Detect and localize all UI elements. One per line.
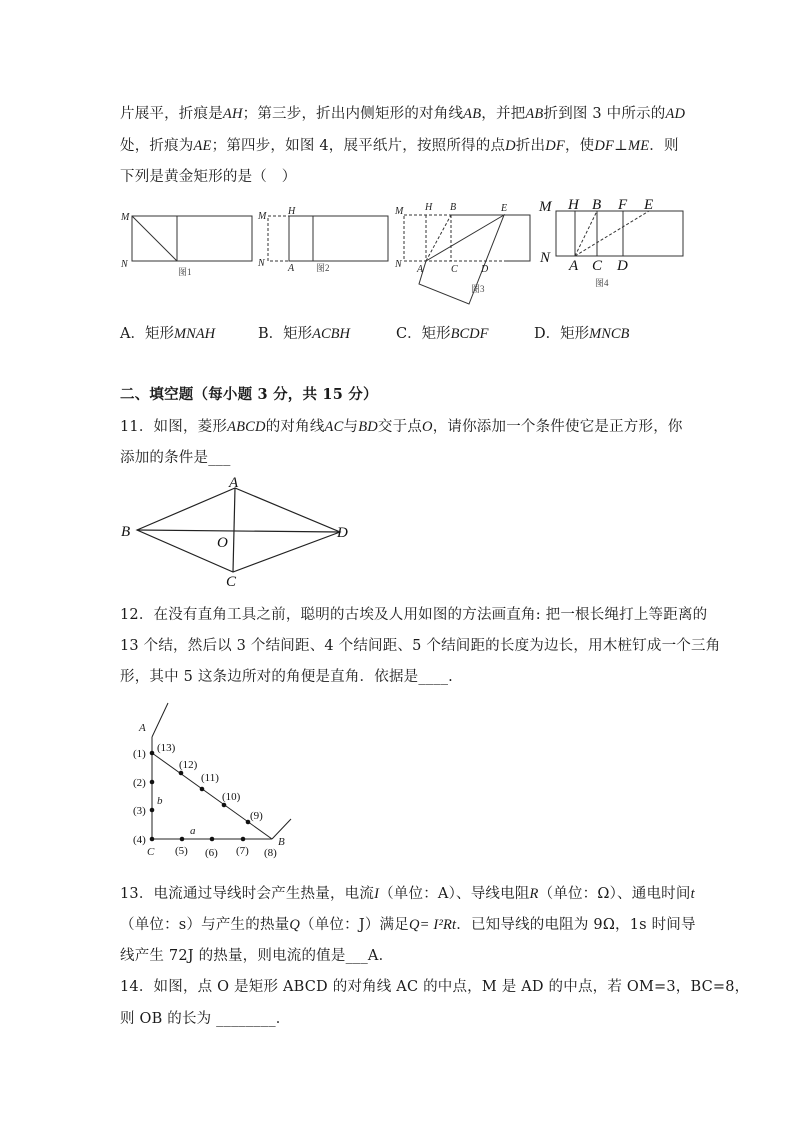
fig1-label-m: M (121, 212, 130, 223)
fig3-label-b: B (450, 202, 457, 213)
fig3-label-c: C (451, 264, 458, 275)
rhombus-label-b: B (121, 524, 131, 540)
fig1-label-n: N (121, 259, 128, 270)
option-c[interactable]: C．矩形BCDF (396, 326, 489, 342)
triangle-label-b: B (278, 836, 285, 848)
fold-figure-3 (395, 200, 540, 310)
rhombus-label-d: D (337, 525, 348, 541)
fig4-label-d: D (617, 258, 628, 274)
knot-label-2: (2) (133, 777, 146, 789)
triangle-label-a: A (139, 722, 146, 734)
knot-label-11: (11) (201, 772, 219, 784)
q10-line-2: 处，折痕为AE；第四步，如图 4，展平纸片，按照所得的点D折出DF，使DF⊥ME．则 (120, 138, 679, 154)
fig4-label-a: A (569, 258, 579, 274)
knot-label-10: (10) (222, 791, 241, 803)
knot-label-9: (9) (250, 810, 263, 822)
fig4-label-e: E (644, 197, 654, 213)
fig2-label-h: H (288, 206, 296, 217)
fig4-caption: 图4 (595, 278, 609, 288)
q10-line-1: 片展平，折痕是AH；第三步，折出内侧矩形的对角线AB，并把AB折到图 3 中所示的AD (120, 106, 686, 122)
fig4-label-n: N (540, 250, 551, 266)
fig3-label-d: D (481, 264, 489, 275)
q11-line-2: 添加的条件是___ (120, 450, 231, 466)
q11-line-1: 11．如图，菱形ABCD的对角线AC与BD交于点O，请你添加一个条件使它是正方形，你 (120, 419, 683, 435)
knot-label-12: (12) (179, 759, 198, 771)
side-label-a: a (190, 825, 196, 837)
q13-line-2: （单位：s）与产生的热量Q（单位：J）满足Q= I²Rt．已知导线的电阻为 9Ω，1s 时间导 (120, 917, 696, 933)
knot-label-6: (6) (205, 847, 218, 859)
fig3-label-n: N (395, 259, 402, 270)
knot-label-5: (5) (175, 845, 188, 857)
q12-line-1: 12．在没有直角工具之前，聪明的古埃及人用如图的方法画直角: 把一根长绳打上等距离的 (120, 607, 708, 623)
knot-label-3: (3) (133, 805, 146, 817)
q12-line-2: 13 个结，然后以 3 个结间距、4 个结间距、5 个结间距的长度为边长，用木桩钉成一个三角 (120, 638, 721, 654)
knot-label-7: (7) (236, 845, 249, 857)
q12-line-3: 形，其中 5 这条边所对的角便是直角．依据是____. (120, 669, 453, 685)
q13-line-1: 13．电流通过导线时会产生热量，电流I（单位：A）、导线电阻R（单位：Ω）、通电时间t (120, 886, 695, 902)
fold-figure-1 (118, 205, 258, 285)
fig2-label-m: M (258, 211, 267, 222)
fig4-label-m: M (539, 199, 552, 215)
knot-label-8: (8) (264, 847, 277, 859)
fig3-caption: 图3 (471, 284, 485, 294)
fig2-label-a: A (288, 263, 295, 274)
fig4-label-b: B (592, 197, 602, 213)
fold-figure-4 (537, 198, 692, 298)
q14-line-1: 14．如图，点 O 是矩形 ABCD 的对角线 AC 的中点，M 是 AD 的中点，若 OM=3，BC=8， (120, 979, 750, 995)
fig2-caption: 图2 (316, 263, 330, 273)
option-d[interactable]: D．矩形MNCB (534, 326, 630, 342)
fold-figure-2 (256, 205, 396, 285)
fig3-label-m: M (395, 206, 404, 217)
fig4-label-f: F (618, 197, 628, 213)
knot-triangle-figure (128, 700, 308, 865)
rhombus-figure (115, 472, 355, 592)
triangle-label-c: C (147, 846, 155, 858)
fig3-label-a: A (417, 264, 424, 275)
q13-line-3: 线产生 72J 的热量，则电流的值是___A． (120, 948, 394, 964)
knot-label-13: (13) (157, 742, 176, 754)
rhombus-label-a: A (229, 475, 239, 491)
q14-line-2: 则 OB 的长为 ________． (120, 1011, 291, 1027)
section-2-heading: 二、填空题（每小题 3 分，共 15 分） (120, 386, 378, 403)
knot-label-4: (4) (133, 834, 146, 846)
fig3-label-e: E (501, 203, 508, 214)
option-b[interactable]: B．矩形ACBH (258, 326, 351, 342)
fig4-label-c: C (592, 258, 603, 274)
fig2-label-n: N (258, 258, 265, 269)
fig4-label-h: H (568, 197, 579, 213)
option-a[interactable]: A．矩形MNAH (120, 326, 216, 342)
rhombus-label-o: O (217, 535, 228, 551)
knot-label-1: (1) (133, 748, 146, 760)
fig3-label-h: H (425, 202, 433, 213)
rhombus-label-c: C (226, 574, 237, 590)
fig1-caption: 图1 (178, 267, 192, 277)
q10-line-3: 下列是黄金矩形的是（ ） (120, 169, 297, 185)
side-label-b: b (157, 795, 163, 807)
